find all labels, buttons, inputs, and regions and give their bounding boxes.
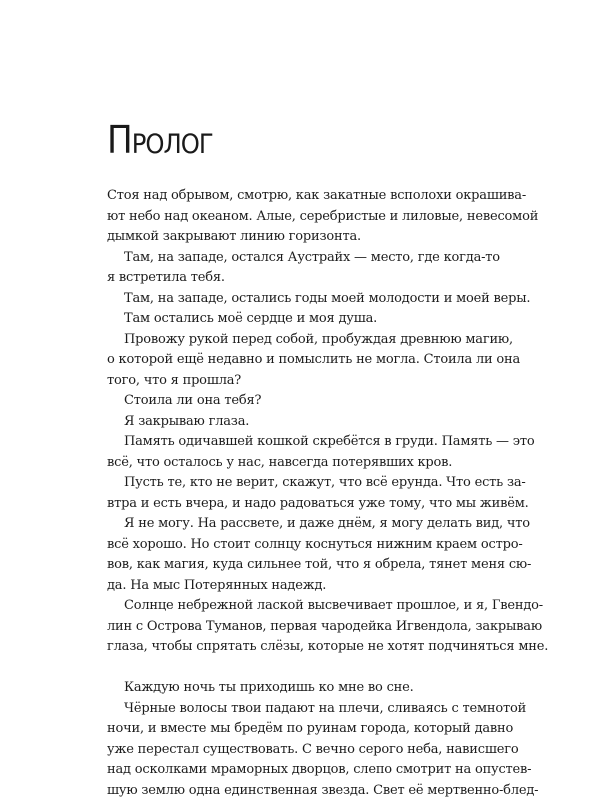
paragraph [107, 391, 499, 412]
text-line: о которой ещё недавно и помыслить не могла. Стоила ли она [107, 350, 499, 371]
paragraph [107, 432, 499, 473]
text-line: Стоя над обрывом, смотрю, как закатные всполохи окрашива- [107, 186, 499, 207]
text-line: ночи, и вместе мы бредём по руинам города, который давно [107, 719, 499, 740]
paragraph [107, 289, 499, 310]
text-line: Там, на западе, остались годы моей молодости и моей веры. [107, 289, 499, 310]
text-line: вов, как магия, куда сильнее той, что я обрела, тянет меня сю- [107, 555, 499, 576]
text-line: уже перестал существовать. С вечно серого неба, нависшего [107, 740, 499, 761]
paragraph [107, 309, 499, 330]
text-line: Пусть те, кто не верит, скажут, что всё ерунда. Что есть за- [107, 473, 499, 494]
text-line: Стоила ли она тебя? [107, 391, 499, 412]
paragraph [107, 473, 499, 514]
paragraph [107, 596, 499, 658]
text-line: над осколками мраморных дворцов, слепо смотрит на опустев- [107, 760, 499, 781]
text-line: Там остались моё сердце и моя душа. [107, 309, 499, 330]
paragraph [107, 248, 499, 289]
paragraph [107, 330, 499, 392]
text-line: втра и есть вчера, и надо радоваться уже тому, что мы живём. [107, 494, 499, 515]
text-line: Память одичавшей кошкой скребётся в груди. Память — это [107, 432, 499, 453]
text-line: шую землю одна единственная звезда. Свет её мертвенно-блед- [107, 781, 499, 801]
text-line: я встретила тебя. [107, 268, 499, 289]
chapter-body [107, 186, 499, 801]
paragraph [107, 514, 499, 596]
paragraph [107, 186, 499, 248]
text-line: Солнце небрежной лаской высвечивает прошлое, и я, Гвендо- [107, 596, 499, 617]
text-line: Я закрываю глаза. [107, 412, 499, 433]
text-line: глаза, чтобы спрятать слёзы, которые не хотят подчиняться мне. [107, 637, 499, 658]
text-line: Каждую ночь ты приходишь ко мне во сне. [107, 678, 499, 699]
text-line: Я не могу. На рассвете, и даже днём, я могу делать вид, что [107, 514, 499, 535]
text-line: Провожу рукой перед собой, пробуждая древнюю магию, [107, 330, 499, 351]
text-line: всё хорошо. Но стоит солнцу коснуться нижним краем остро- [107, 535, 499, 556]
text-line: всё, что осталось у нас, навсегда потерявших кров. [107, 453, 499, 474]
section-break [107, 658, 499, 679]
paragraph [107, 678, 499, 699]
text-line: лин с Острова Туманов, первая чародейка Игвендола, закрываю [107, 617, 499, 638]
paragraph [107, 412, 499, 433]
text-line: Чёрные волосы твои падают на плечи, сливаясь с темнотой [107, 699, 499, 720]
text-line: того, что я прошла? [107, 371, 499, 392]
text-line: ют небо над океаном. Алые, серебристые и лиловые, невесомой [107, 207, 499, 228]
chapter-title: Пролог [107, 120, 213, 160]
paragraph [107, 699, 499, 801]
text-line: Там, на западе, остался Аустрайх — место, где когда-то [107, 248, 499, 269]
text-line: дымкой закрывают линию горизонта. [107, 227, 499, 248]
text-line: да. На мыс Потерянных надежд. [107, 576, 499, 597]
